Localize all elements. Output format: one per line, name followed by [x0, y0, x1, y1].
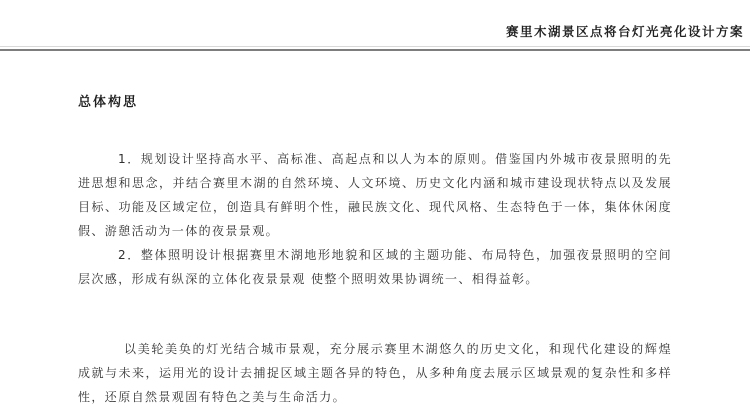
document-body	[0, 91, 750, 405]
section-heading: 总体构思	[78, 95, 139, 110]
paragraph-closing-vision: 以美轮美奂的灯光结合城市景观，充分展示赛里木湖悠久的历史文化，和现代化建设的辉煌成就与未来，运用光的设计去捕捉区域主题各异的特色，从多种角度去展示区域景观的复杂性和多样性，还原自然景观固有特色之美与生命活力。	[78, 342, 672, 404]
paragraph-overall-lighting-design: 2．整体照明设计根据赛里木湖地形地貌和区域的主题功能、布局特色，加强夜景照明的空间层次感，形成有纵深的立体化夜景景观 使整个照明效果协调统一、相得益彰。	[78, 248, 672, 286]
page-header	[0, 0, 750, 40]
header-title: 赛里木湖景区点将台灯光亮化设计方案	[505, 24, 744, 39]
header-rule	[0, 46, 750, 51]
paragraph-planning-principle: 1．规划设计坚持高水平、高标准、高起点和以人为本的原则。借鉴国内外城市夜景照明的先进思想和思念，并结合赛里木湖的自然环境、人文环境、历史文化内涵和城市建设现状特点以及发展目标、功能及区域定位，创造具有鲜明个性，融民族文化、现代风格、生态特色于一体，集体休闲度假、游憩活动为一体的夜景景观。	[78, 152, 672, 238]
